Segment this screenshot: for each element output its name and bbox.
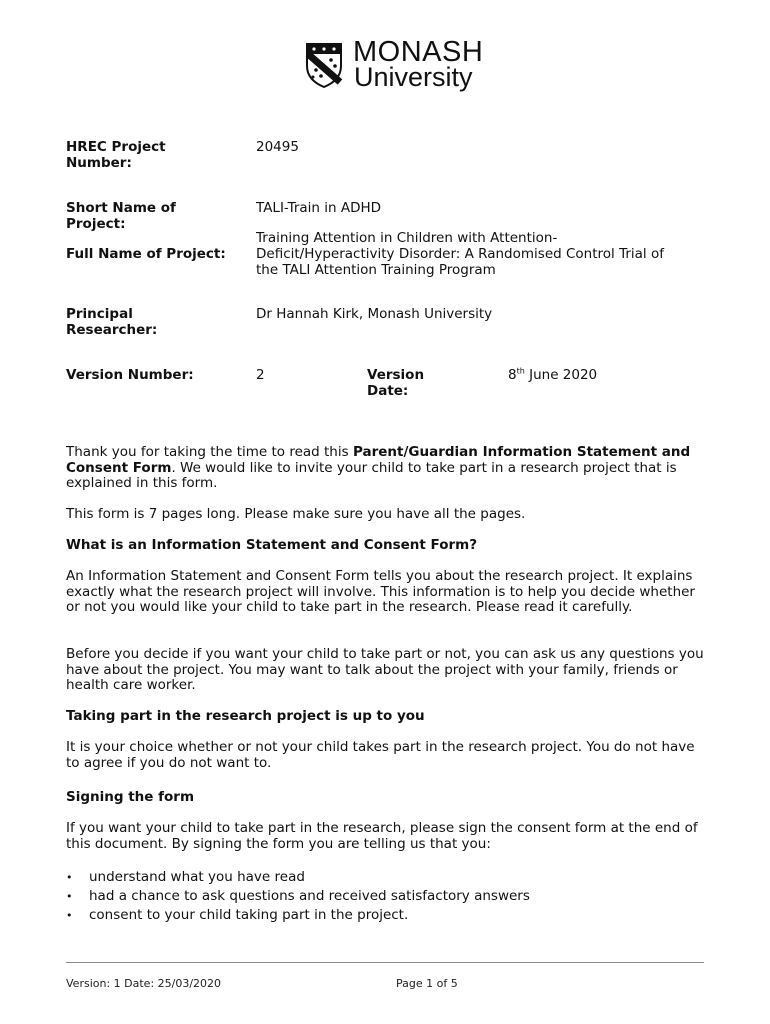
short-name-value: TALI-Train in ADHD xyxy=(256,200,382,216)
principal-researcher-label: Principal Researcher: xyxy=(66,306,158,338)
monash-logo xyxy=(304,36,484,100)
paragraph-choice: It is your choice whether or not your child takes part in the research project. You do not have to agree if you do not want to. xyxy=(66,739,695,771)
logo-monash-text: MONASH xyxy=(353,36,484,68)
full-name-label: Full Name of Project: xyxy=(66,246,226,262)
footer-version: Version: 1 Date: 25/03/2020 xyxy=(66,977,222,990)
heading-what-is: What is an Information Statement and Consent Form? xyxy=(66,537,478,553)
footer-page-number: Page 1 of 5 xyxy=(396,977,458,990)
list-item: • understand what you have read xyxy=(66,869,305,885)
hrec-number-label: HREC Project Number: xyxy=(66,139,166,171)
paragraph-before-decide: Before you decide if you want your child to take part or not, you can ask us any questions you have about the project. You may want to talk about the project with your family, friends or health care worker. xyxy=(66,646,704,694)
heading-signing: Signing the form xyxy=(66,789,195,805)
list-item: • had a chance to ask questions and received satisfactory answers xyxy=(66,888,530,904)
full-name-value: Training Attention in Children with Attention-Deficit/Hyperactivity Disorder: A Randomised Control Trial of the TALI Attention Training Program xyxy=(256,230,664,278)
monash-crest-icon xyxy=(304,42,344,88)
list-item: • consent to your child taking part in the project. xyxy=(66,907,409,923)
paragraph-explains: An Information Statement and Consent Form tells you about the research project. It explains exactly what the research project will involve. This information is to help you decide whether or not you would like your child to take part in the research. Please read it carefully. xyxy=(66,568,695,616)
pages-note: This form is 7 pages long. Please make sure you have all the pages. xyxy=(66,506,526,522)
version-number-value: 2 xyxy=(256,367,265,383)
short-name-label: Short Name of Project: xyxy=(66,200,176,232)
intro-paragraph: Thank you for taking the time to read this Parent/Guardian Information Statement and Consent Form. We would like to invite your child to take part in a research project that is explained in this form. xyxy=(66,444,691,492)
consent-list xyxy=(66,868,530,925)
heading-taking-part: Taking part in the research project is up to you xyxy=(66,708,425,724)
paragraph-sign: If you want your child to take part in the research, please sign the consent form at the end of this document. By signing the form you are telling us that you: xyxy=(66,820,698,852)
footer-divider xyxy=(66,962,704,963)
version-date-label: Version Date: xyxy=(367,367,425,399)
logo-university-text: University xyxy=(354,62,473,92)
hrec-number-value: 20495 xyxy=(256,139,299,155)
version-number-label: Version Number: xyxy=(66,367,194,383)
principal-researcher-value: Dr Hannah Kirk, Monash University xyxy=(256,306,493,322)
version-date-value: 8th June 2020 xyxy=(508,366,598,383)
